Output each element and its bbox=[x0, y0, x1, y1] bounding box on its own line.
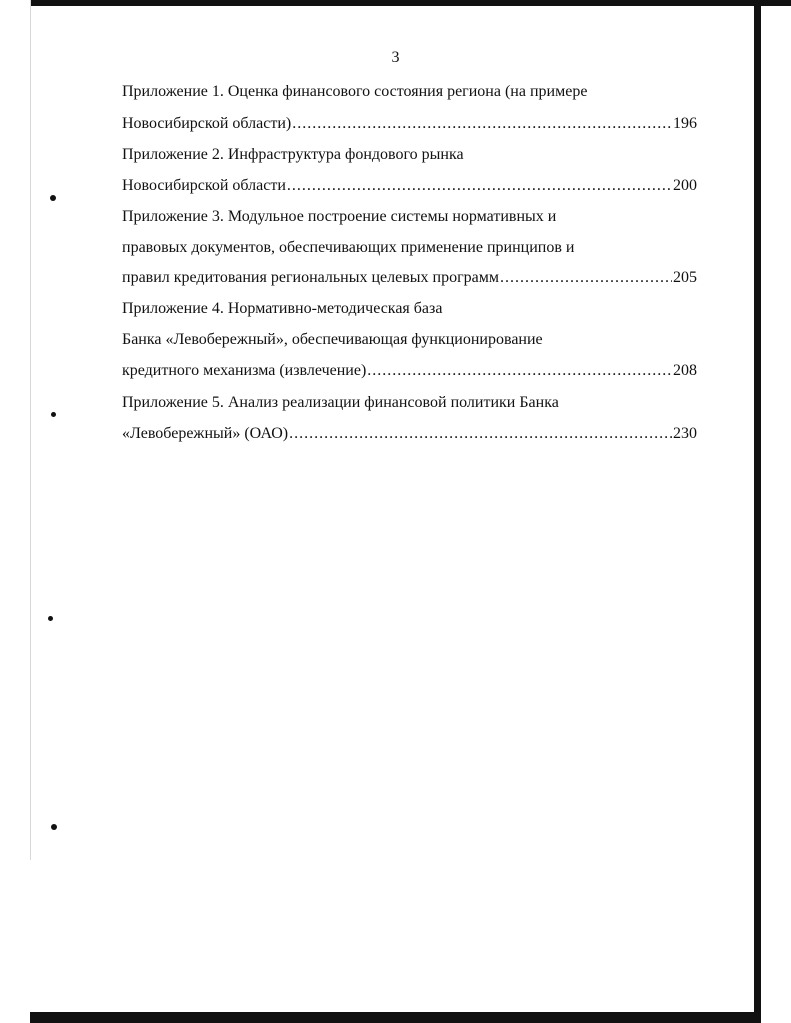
toc-entry-line: Приложение 1. Оценка финансового состояния региона (на примере bbox=[122, 83, 588, 100]
scan-border-top bbox=[30, 0, 791, 6]
scan-border-left bbox=[30, 0, 31, 860]
toc-page-number: 196 bbox=[673, 115, 697, 132]
toc-entry-line: Приложение 2. Инфраструктура фондового рынка bbox=[122, 146, 464, 163]
binding-hole-mark bbox=[51, 412, 56, 417]
toc-page-number: 200 bbox=[673, 177, 697, 194]
dot-leader bbox=[500, 268, 672, 288]
toc-entry-last-line bbox=[122, 424, 697, 444]
page-number: 3 bbox=[391, 49, 400, 66]
toc-entry-line: Приложение 4. Нормативно-методическая база bbox=[122, 300, 443, 317]
toc-entry-title: Новосибирской области bbox=[122, 177, 286, 194]
toc-entry-last-line bbox=[122, 114, 697, 134]
dot-leader bbox=[292, 114, 672, 134]
dot-leader bbox=[289, 424, 672, 444]
toc-entry-line: правовых документов, обеспечивающих применение принципов и bbox=[122, 239, 575, 256]
toc-entry-title: правил кредитования региональных целевых программ bbox=[122, 269, 499, 286]
toc-entry-last-line bbox=[122, 268, 697, 288]
toc-entry-line: Приложение 5. Анализ реализации финансовой политики Банка bbox=[122, 394, 559, 411]
toc-entry-line: Банка «Левобережный», обеспечивающая функционирование bbox=[122, 331, 543, 348]
toc-page-number: 205 bbox=[673, 269, 697, 286]
scan-border-right bbox=[754, 0, 761, 1023]
toc-entry-title: Новосибирской области) bbox=[122, 115, 292, 132]
binding-hole-mark bbox=[48, 616, 53, 621]
toc-entry-last-line bbox=[122, 361, 697, 381]
binding-hole-mark bbox=[51, 824, 57, 830]
toc-entry-title: кредитного механизма (извлечение) bbox=[122, 362, 367, 379]
toc-page-number: 230 bbox=[673, 425, 697, 442]
dot-leader bbox=[367, 361, 672, 381]
dot-leader bbox=[287, 176, 672, 196]
toc-entry-title: «Левобережный» (ОАО) bbox=[122, 425, 289, 442]
binding-hole-mark bbox=[50, 195, 56, 201]
scan-border-bottom bbox=[30, 1012, 761, 1023]
toc-entry-last-line bbox=[122, 176, 697, 196]
toc-entry-line: Приложение 3. Модульное построение системы нормативных и bbox=[122, 208, 557, 225]
toc-page-number: 208 bbox=[673, 362, 697, 379]
